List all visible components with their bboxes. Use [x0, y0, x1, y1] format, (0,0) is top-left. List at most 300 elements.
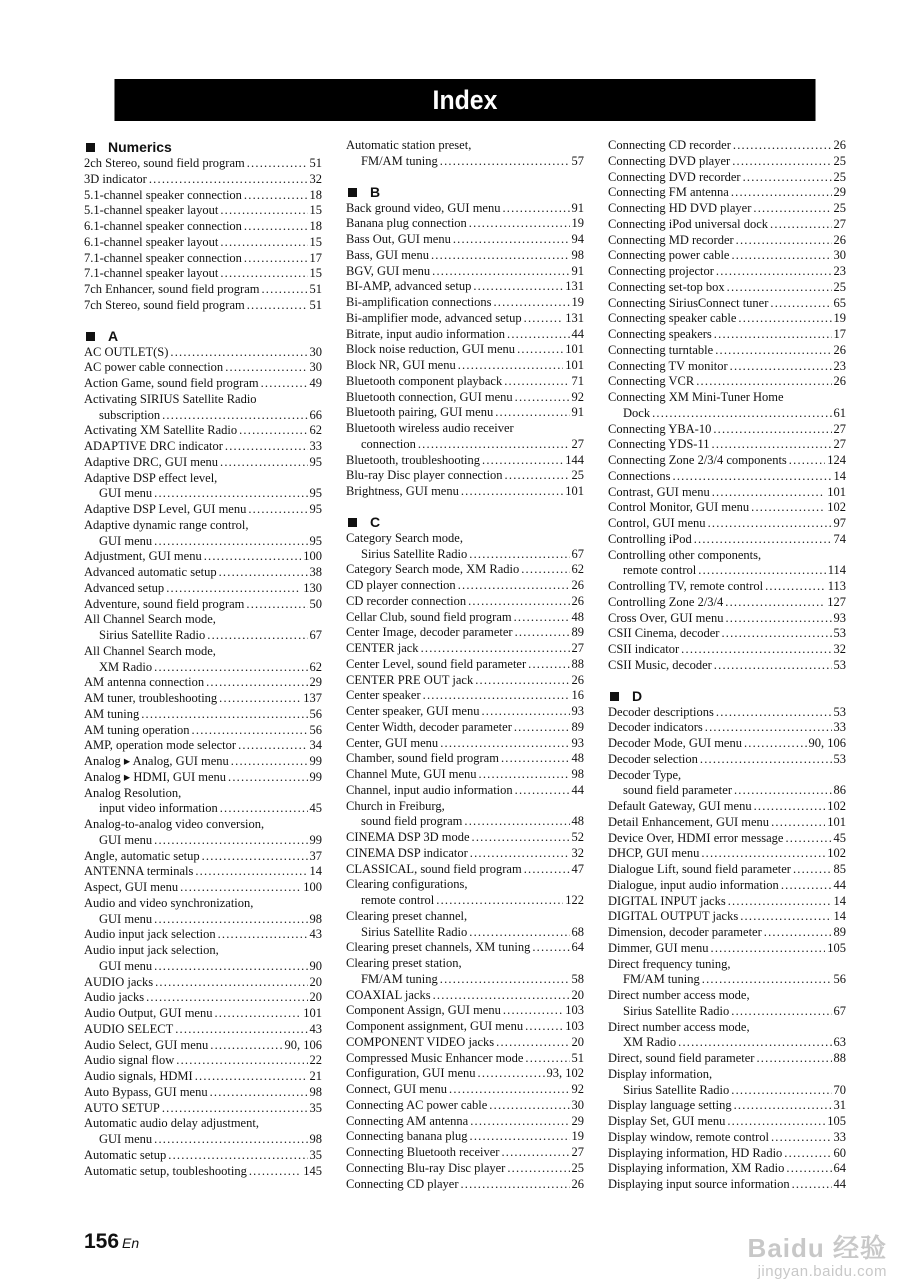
- index-entry-line: [346, 893, 584, 909]
- index-entry-line: [346, 421, 584, 437]
- index-entry-continuation: GUI menu: [99, 958, 153, 973]
- index-entry-line: [84, 439, 322, 455]
- index-column-1: [84, 138, 322, 1179]
- index-entry-line: [346, 201, 584, 217]
- index-entry: [608, 437, 846, 453]
- dot-leader: [470, 1114, 569, 1130]
- dot-leader: [711, 941, 826, 957]
- index-entry-page: 14: [833, 893, 846, 908]
- dot-leader: [175, 1022, 307, 1038]
- index-column-3: [608, 138, 846, 1193]
- index-entry-line: [608, 233, 846, 249]
- index-entry-text: AUTO SETUP: [84, 1100, 160, 1115]
- index-entry-text: AM tuning: [84, 706, 140, 721]
- dot-leader: [210, 1038, 282, 1054]
- dot-leader: [532, 940, 569, 956]
- index-entry-line: [608, 154, 846, 170]
- dot-leader: [702, 972, 832, 988]
- index-entry-text: Connecting iPod universal dock: [608, 216, 769, 231]
- index-entry-text: Display language setting: [608, 1098, 732, 1113]
- index-entry-text: Category Search mode,: [346, 530, 463, 545]
- index-entry-page: 26: [571, 593, 584, 608]
- index-entry-page: 29: [309, 675, 322, 690]
- index-entry-line: [84, 628, 322, 644]
- dot-leader: [751, 500, 825, 516]
- index-entry-line: [346, 138, 584, 154]
- dot-leader: [247, 298, 308, 314]
- dot-leader: [247, 156, 308, 172]
- index-entry-text: CD recorder connection: [346, 593, 467, 608]
- index-entry-text: Display window, remote control: [608, 1129, 769, 1144]
- index-entry-text: 5.1-channel speaker layout: [84, 203, 219, 218]
- index-entry-text: Connecting CD recorder: [608, 138, 731, 152]
- index-entry-line: [608, 894, 846, 910]
- index-entry-line: [346, 830, 584, 846]
- index-entry-text: Dimension, decoder parameter: [608, 925, 762, 939]
- dot-leader: [176, 1053, 307, 1069]
- index-entry: [84, 1085, 322, 1101]
- index-entry-page: 95: [309, 486, 322, 501]
- dot-leader: [525, 1051, 569, 1067]
- index-entry: [84, 786, 322, 818]
- index-entry-line: [346, 295, 584, 311]
- index-entry: [84, 1038, 322, 1054]
- index-entry-text: Connecting MD recorder: [608, 232, 734, 247]
- index-entry: [346, 673, 584, 689]
- index-entry-line: [84, 880, 322, 896]
- index-entry-continuation: sound field parameter: [623, 783, 732, 798]
- index-entry-page: 19: [833, 311, 846, 326]
- index-entry-text: AC OUTLET(S): [84, 344, 169, 359]
- index-entry-text: Center speaker, GUI menu: [346, 704, 480, 718]
- index-entry: [608, 862, 846, 878]
- index-entry-line: [608, 1083, 846, 1099]
- index-entry-continuation: FM/AM tuning: [361, 153, 438, 168]
- index-entry-text: Connecting CD player: [346, 1176, 459, 1191]
- index-entry-text: Activating SIRIUS Satellite Radio: [84, 391, 257, 406]
- dot-leader: [753, 201, 831, 217]
- index-entry-page: 45: [309, 801, 322, 816]
- index-entry-page: 25: [833, 279, 846, 294]
- index-entry-text: Direct number access mode,: [608, 1019, 750, 1034]
- index-entry-page: 43: [309, 927, 322, 942]
- index-entry-text: BI-AMP, advanced setup: [346, 279, 472, 294]
- index-entry-line: [84, 1085, 322, 1101]
- index-entry-text: Advanced automatic setup: [84, 565, 217, 579]
- index-entry: [608, 768, 846, 800]
- index-entry-line: [84, 219, 322, 235]
- index-entry-text: Channel, input audio information: [346, 782, 513, 797]
- dot-leader: [431, 248, 570, 264]
- dot-leader: [244, 219, 308, 235]
- index-entry-page: 17: [309, 250, 322, 265]
- dot-leader: [514, 720, 570, 736]
- index-entry: [84, 235, 322, 251]
- section-heading-label: B: [370, 183, 381, 200]
- index-entry-line: [608, 878, 846, 894]
- index-entry-text: AM antenna connection: [84, 675, 205, 690]
- index-entry-line: [84, 1069, 322, 1085]
- dot-leader: [220, 203, 307, 219]
- index-entry-page: 105: [827, 940, 846, 955]
- index-entry: [346, 264, 584, 280]
- section-heading: [84, 138, 322, 156]
- dot-leader: [423, 688, 570, 704]
- index-entry-page: 101: [565, 342, 584, 357]
- index-entry: [84, 518, 322, 550]
- section-heading-label: A: [108, 327, 119, 344]
- index-entry-page: 67: [309, 628, 322, 642]
- index-entry: [608, 815, 846, 831]
- index-entry-text: Connecting set-top box: [608, 279, 725, 294]
- dot-leader: [743, 170, 832, 186]
- dot-leader: [154, 1132, 307, 1148]
- dot-leader: [514, 610, 570, 626]
- index-entry: [346, 578, 584, 594]
- index-entry: [608, 658, 846, 674]
- index-entry-text: Analog Resolution,: [84, 785, 182, 800]
- index-entry-line: [608, 500, 846, 516]
- index-entry-text: Bi-amplification connections: [346, 295, 492, 309]
- index-entry-line: [84, 770, 322, 786]
- index-entry-page: 99: [309, 769, 322, 784]
- index-entry-text: Component assignment, GUI menu: [346, 1019, 524, 1033]
- page-number: 156: [84, 1230, 120, 1253]
- index-entry-text: Component Assign, GUI menu: [346, 1003, 501, 1018]
- index-entry-text: Audio jacks: [84, 990, 145, 1005]
- section-heading-label: C: [370, 513, 381, 530]
- index-entry-line: [346, 657, 584, 673]
- index-entry-line: [84, 1006, 322, 1022]
- index-entry-line: [84, 786, 322, 802]
- index-entry-text: Controlling other components,: [608, 547, 762, 562]
- index-entry-page: 30: [833, 248, 846, 263]
- index-entry-text: Adaptive DSP effect level,: [84, 470, 218, 485]
- index-entry-page: 51: [309, 297, 322, 312]
- dot-leader: [716, 264, 832, 280]
- dot-leader: [771, 815, 825, 831]
- index-entry-page: 48: [571, 751, 584, 766]
- index-entry: [608, 548, 846, 580]
- index-entry-page: 56: [833, 972, 846, 987]
- index-entry: [84, 707, 322, 723]
- index-entry-text: Audio input jack selection,: [84, 943, 219, 957]
- index-entry-line: [346, 751, 584, 767]
- index-entry-line: [608, 705, 846, 721]
- index-entry: [84, 754, 322, 770]
- index-entry-text: Connecting AM antenna: [346, 1113, 469, 1128]
- index-entry: [608, 1051, 846, 1067]
- index-entry-page: 93: [833, 610, 846, 625]
- section-heading-label: D: [632, 687, 643, 704]
- index-entry: [346, 453, 584, 469]
- index-entry-line: [608, 390, 846, 406]
- index-entry: [84, 1006, 322, 1022]
- index-entry-page: 102: [827, 500, 846, 515]
- index-entry-text: Configuration, GUI menu: [346, 1066, 476, 1081]
- index-entry-page: 127: [827, 594, 846, 609]
- index-entry-page: 89: [571, 625, 584, 640]
- index-entry: [608, 311, 846, 327]
- dot-leader: [744, 736, 807, 752]
- index-entry: [346, 657, 584, 673]
- index-entry-line: [346, 862, 584, 878]
- index-entry-line: [84, 864, 322, 880]
- dot-leader: [219, 691, 301, 707]
- index-entry-text: Audio signal flow: [84, 1053, 175, 1068]
- index-entry-page: 58: [571, 971, 584, 986]
- index-entry-text: Controlling Zone 2/3/4: [608, 594, 724, 609]
- index-entry-page: 27: [833, 421, 846, 436]
- index-entry-line: [84, 486, 322, 502]
- index-entry: [346, 783, 584, 799]
- index-entry-text: 3D indicator: [84, 171, 147, 186]
- index-entry-page: 88: [571, 656, 584, 671]
- index-entry-page: 98: [309, 1084, 322, 1099]
- index-entry-line: [346, 1003, 584, 1019]
- index-entry: [346, 688, 584, 704]
- section-heading: [84, 327, 322, 345]
- index-entry-line: [346, 248, 584, 264]
- index-entry-text: ADAPTIVE DRC indicator: [84, 439, 223, 453]
- index-entry: [346, 1082, 584, 1098]
- index-entry-text: Connecting FM antenna: [608, 185, 729, 200]
- dot-leader: [146, 990, 307, 1006]
- index-entry-line: [608, 831, 846, 847]
- dot-leader: [225, 439, 308, 455]
- index-entry: [84, 1101, 322, 1117]
- index-entry-text: 2ch Stereo, sound field program: [84, 156, 245, 170]
- dot-leader: [700, 752, 832, 768]
- index-entry-line: [608, 485, 846, 501]
- index-entry: [84, 298, 322, 314]
- dot-leader: [493, 295, 569, 311]
- index-entry-text: Clearing preset channels, XM tuning: [346, 940, 531, 955]
- dot-leader: [440, 736, 569, 752]
- index-entry-text: Connecting SiriusConnect tuner: [608, 295, 769, 310]
- index-entry-page: 98: [309, 1132, 322, 1146]
- index-entry: [84, 1022, 322, 1038]
- index-entry-line: [608, 941, 846, 957]
- index-entry-page: 38: [309, 565, 322, 579]
- index-entry-continuation: XM Radio: [99, 659, 153, 674]
- index-entry: [608, 138, 846, 154]
- index-entry-continuation: subscription: [99, 407, 161, 422]
- index-entry-line: [84, 707, 322, 723]
- dot-leader: [244, 251, 308, 267]
- dot-leader: [261, 282, 307, 298]
- index-entry-line: [608, 201, 846, 217]
- index-entry-page: 27: [571, 1145, 584, 1159]
- index-entry-line: [608, 1146, 846, 1162]
- index-entry: [84, 975, 322, 991]
- index-entry-line: [608, 736, 846, 752]
- index-entry-line: [608, 138, 846, 154]
- index-entry-line: [84, 423, 322, 439]
- index-entry: [608, 343, 846, 359]
- index-entry-continuation: XM Radio: [623, 1035, 677, 1050]
- index-entry-page: 137: [303, 691, 322, 705]
- index-entry: [346, 594, 584, 610]
- index-entry-line: [84, 1022, 322, 1038]
- index-entry-text: Displaying information, XM Radio: [608, 1161, 785, 1176]
- dot-leader: [725, 611, 831, 627]
- index-entry: [346, 138, 584, 170]
- index-entry: [608, 374, 846, 390]
- index-entry: [608, 752, 846, 768]
- index-entry: [346, 311, 584, 327]
- index-entry-page: 99: [309, 832, 322, 847]
- index-entry-line: [346, 1177, 584, 1193]
- index-entry-text: Center Width, decoder parameter: [346, 719, 512, 734]
- index-entry-page: 113: [827, 579, 846, 593]
- dot-leader: [154, 912, 307, 928]
- index-entry-line: [608, 1035, 846, 1051]
- index-entry-text: Auto Bypass, GUI menu: [84, 1084, 208, 1099]
- index-entry: [346, 1177, 584, 1193]
- index-entry-page: 26: [833, 232, 846, 247]
- dot-leader: [501, 1145, 569, 1161]
- index-entry-page: 61: [833, 405, 846, 420]
- index-entry-line: [84, 612, 322, 628]
- index-entry-text: Decoder selection: [608, 751, 698, 766]
- index-entry-text: AM tuner, troubleshooting: [84, 691, 218, 705]
- index-entry-text: Controlling TV, remote control: [608, 579, 764, 593]
- index-entry: [346, 799, 584, 831]
- index-entry: [84, 675, 322, 691]
- index-entry: [84, 817, 322, 849]
- dot-leader: [479, 767, 570, 783]
- index-entry-page: 51: [309, 156, 322, 170]
- index-entry: [608, 217, 846, 233]
- index-entry: [608, 1114, 846, 1130]
- dot-leader: [731, 185, 832, 201]
- index-entry-text: Adaptive DRC, GUI menu: [84, 454, 219, 469]
- index-entry-page: 35: [309, 1147, 322, 1162]
- index-entry: [346, 248, 584, 264]
- index-entry-line: [84, 849, 322, 865]
- index-entry-page: 26: [571, 1176, 584, 1191]
- index-entry-page: 37: [309, 848, 322, 863]
- index-entry-line: [84, 565, 322, 581]
- index-entry: [84, 203, 322, 219]
- index-entry-page: 20: [309, 974, 322, 989]
- index-entry-text: CSII Music, decoder: [608, 657, 712, 672]
- dot-leader: [220, 235, 307, 251]
- dot-leader: [481, 704, 569, 720]
- index-entry-page: 23: [833, 264, 846, 278]
- index-entry: [608, 909, 846, 925]
- index-entry-text: AC power cable connection: [84, 360, 224, 375]
- section-bullet-square-icon: [348, 518, 357, 527]
- index-entry-text: Connecting XM Mini-Tuner Home: [608, 390, 784, 404]
- index-entry-continuation: Sirius Satellite Radio: [361, 924, 468, 939]
- index-entry-line: [346, 625, 584, 641]
- dot-leader: [220, 801, 308, 817]
- index-entry-line: [346, 342, 584, 358]
- index-entry: [346, 201, 584, 217]
- index-entry: [346, 1051, 584, 1067]
- index-entry-page: 90, 106: [284, 1037, 322, 1052]
- index-entry-page: 114: [827, 563, 846, 578]
- index-entry: [84, 990, 322, 1006]
- index-entry-page: 44: [833, 1177, 846, 1191]
- index-entry-page: 122: [565, 893, 584, 907]
- dot-leader: [231, 754, 308, 770]
- index-entry-page: 71: [571, 373, 584, 388]
- index-entry-page: 15: [309, 203, 322, 218]
- index-entry: [84, 439, 322, 455]
- index-entry-continuation: FM/AM tuning: [361, 971, 438, 986]
- index-entry-text: Dialogue Lift, sound field parameter: [608, 862, 791, 876]
- index-entry: [346, 641, 584, 657]
- index-entry-page: 26: [833, 374, 846, 389]
- index-entry-page: 53: [833, 751, 846, 766]
- index-entry-line: [84, 298, 322, 314]
- dot-leader: [154, 959, 307, 975]
- index-entry: [608, 1067, 846, 1099]
- index-entry-text: Connecting YBA-10: [608, 421, 712, 436]
- index-entry-page: 25: [833, 153, 846, 168]
- index-entry-page: 101: [827, 814, 846, 829]
- index-entry-text: Bitrate, input audio information: [346, 326, 505, 341]
- dot-leader: [206, 675, 307, 691]
- dot-leader: [515, 390, 570, 406]
- dot-leader: [469, 547, 569, 563]
- index-entry-text: Chamber, sound field program: [346, 751, 499, 766]
- dot-leader: [785, 831, 831, 847]
- index-entry-page: 95: [309, 502, 322, 516]
- page-title: Index: [432, 85, 498, 115]
- index-entry-line: [608, 343, 846, 359]
- index-entry-text: Analog-to-analog video conversion,: [84, 817, 265, 831]
- index-entry: [608, 846, 846, 862]
- index-entry: [84, 423, 322, 439]
- index-entry-line: [608, 846, 846, 862]
- dot-leader: [470, 1129, 570, 1145]
- index-entry: [346, 940, 584, 956]
- index-entry-page: 98: [309, 911, 322, 926]
- index-entry-continuation: input video information: [99, 801, 218, 816]
- dot-leader: [478, 1066, 545, 1082]
- index-entry: [346, 625, 584, 641]
- index-entry-page: 95: [309, 533, 322, 548]
- index-entry-line: [608, 217, 846, 233]
- index-entry-page: 62: [309, 423, 322, 438]
- index-entry-line: [84, 597, 322, 613]
- index-entry-line: [346, 877, 584, 893]
- index-entry: [84, 896, 322, 928]
- index-entry: [608, 248, 846, 264]
- index-entry-text: Decoder descriptions: [608, 704, 714, 719]
- dot-leader: [453, 232, 570, 248]
- index-entry: [608, 154, 846, 170]
- index-entry-page: 103: [565, 1003, 584, 1018]
- dot-leader: [219, 565, 308, 581]
- index-entry-text: Compressed Music Enhancer mode: [346, 1050, 524, 1065]
- index-entry: [608, 1177, 846, 1193]
- index-entry-continuation: GUI menu: [99, 832, 153, 847]
- index-entry: [608, 988, 846, 1020]
- dot-leader: [712, 437, 832, 453]
- index-entry-page: 48: [571, 814, 584, 829]
- index-entry-line: [84, 502, 322, 518]
- index-entry-line: [608, 1098, 846, 1114]
- index-entry: [608, 532, 846, 548]
- index-entry-text: Detail Enhancement, GUI menu: [608, 814, 770, 829]
- index-entry: [608, 390, 846, 422]
- index-entry-page: 92: [571, 1082, 584, 1096]
